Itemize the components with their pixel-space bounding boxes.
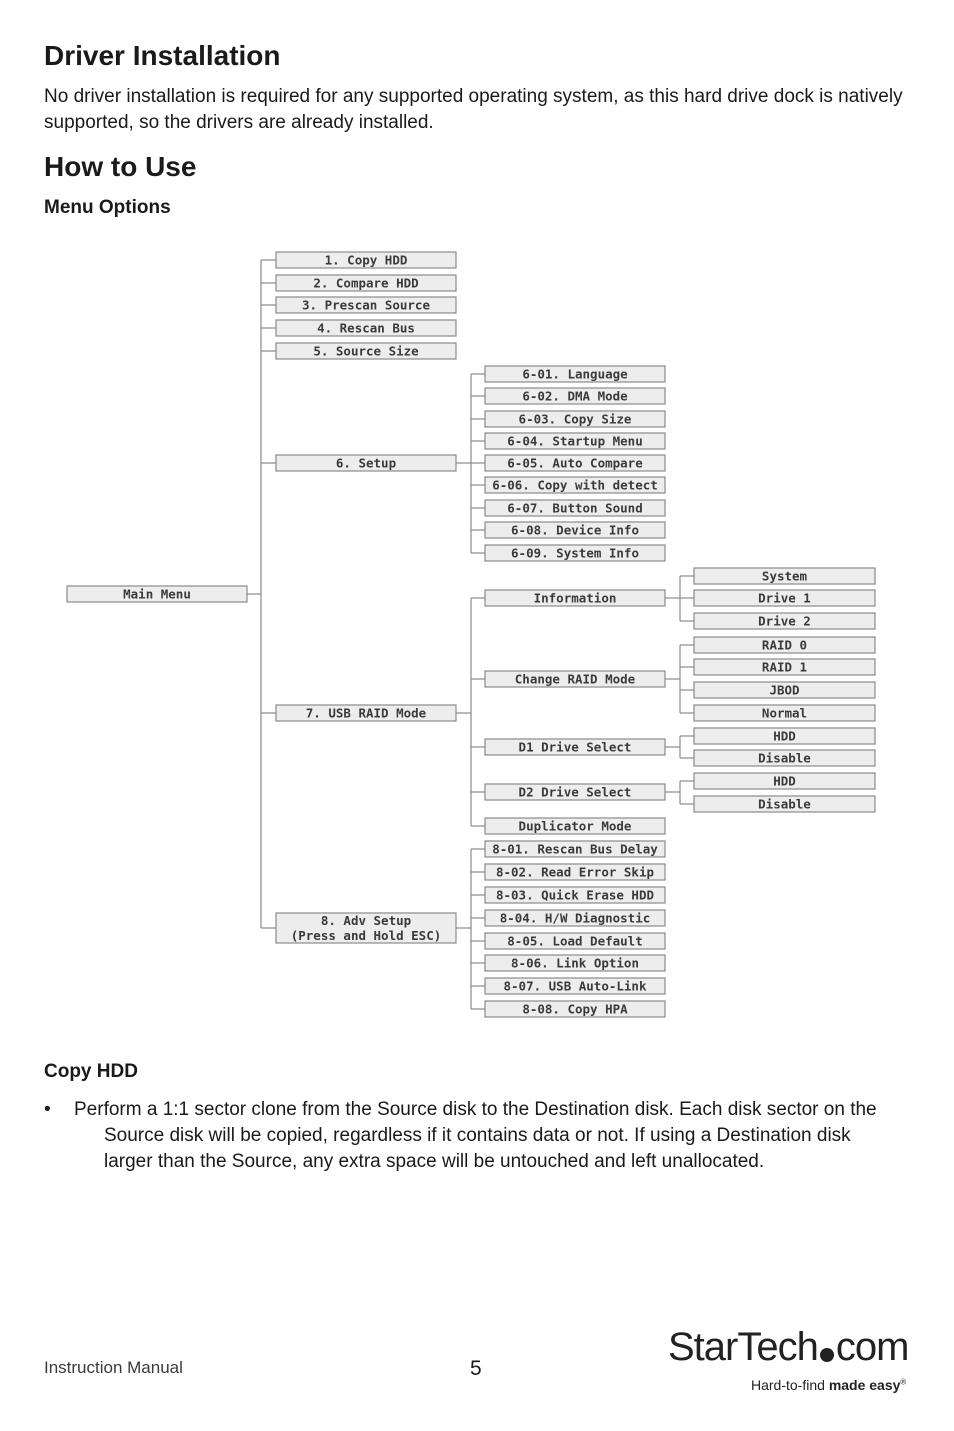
level1-item-6-label: 6. Setup	[335, 455, 397, 471]
main-menu-label: Main Menu	[123, 586, 191, 602]
level1-item-1-label: 1. Copy HDD	[324, 252, 408, 268]
driver-installation-heading: Driver Installation	[44, 40, 281, 71]
level1-item-5-label: 5. Source Size	[313, 343, 419, 359]
driver-installation-text: No driver installation is required for any supported operating system, as this hard drive dock is natively supported, so the drivers are already installed.	[44, 86, 903, 133]
setup-item-1-label: 6-01. Language	[522, 366, 628, 382]
level1-item-8-label: (Press and Hold ESC)	[290, 928, 442, 943]
adv-setup-item-8-label: 8-08. Copy HPA	[522, 1001, 628, 1017]
logo-dot-icon	[820, 1348, 834, 1362]
usb-raid-1-option-2-label: Drive 1	[758, 590, 811, 606]
tagline-registered-mark: ®	[900, 1377, 907, 1387]
adv-setup-item-4-label: 8-04. H/W Diagnostic	[499, 910, 651, 926]
usb-raid-3-option-1-label: HDD	[773, 728, 796, 744]
usb-raid-4-option-1-label: HDD	[773, 773, 796, 789]
setup-item-9-label: 6-09. System Info	[511, 545, 639, 561]
usb-raid-2-option-2-label: RAID 1	[761, 659, 808, 675]
logo-tagline	[751, 1377, 906, 1393]
tagline-plain: Hard-to-find	[751, 1377, 829, 1393]
level1-item-8-label: 8. Adv Setup	[320, 913, 412, 928]
usb-raid-4-option-2-label: Disable	[758, 796, 811, 812]
usb-raid-1-option-1-label: System	[761, 568, 808, 584]
menu-options-heading: Menu Options	[44, 197, 171, 218]
logo-wordmark-right: com	[835, 1325, 909, 1369]
adv-setup-item-6-label: 8-06. Link Option	[511, 955, 639, 971]
setup-item-8-label: 6-08. Device Info	[511, 522, 639, 538]
usb-raid-2-option-4-label: Normal	[761, 705, 808, 721]
usb-raid-item-2-label: Change RAID Mode	[514, 671, 636, 687]
usb-raid-2-option-3-label: JBOD	[769, 682, 800, 698]
footer-manual-label: Instruction Manual	[44, 1358, 183, 1377]
setup-item-4-label: 6-04. Startup Menu	[507, 433, 643, 449]
usb-raid-item-1-label: Information	[533, 590, 617, 606]
adv-setup-item-7-label: 8-07. USB Auto-Link	[503, 978, 647, 994]
level1-item-2-label: 2. Compare HDD	[313, 275, 419, 291]
level1-item-7-label: 7. USB RAID Mode	[305, 705, 427, 721]
logo-wordmark-left: StarTech	[668, 1325, 818, 1369]
copy-hdd-text: Perform a 1:1 sector clone from the Source disk to the Destination disk. Each disk sector on the Source disk will be copied, regardless if it contains data or not. If using a Destination disk larger than the Source, any extra space will be untouched and left unallocated.	[74, 1099, 877, 1172]
setup-item-2-label: 6-02. DMA Mode	[522, 388, 628, 404]
level1-item-4-label: 4. Rescan Bus	[317, 320, 415, 336]
setup-item-6-label: 6-06. Copy with detect	[492, 477, 658, 493]
page-number: 5	[470, 1357, 482, 1380]
adv-setup-item-2-label: 8-02. Read Error Skip	[495, 864, 655, 880]
usb-raid-item-4-label: D2 Drive Select	[518, 784, 632, 800]
usb-raid-item-3-label: D1 Drive Select	[518, 739, 632, 755]
usb-raid-3-option-2-label: Disable	[758, 750, 811, 766]
usb-raid-item-5-label: Duplicator Mode	[518, 818, 632, 834]
tagline-bold: made easy	[828, 1377, 901, 1393]
usb-raid-2-option-1-label: RAID 0	[761, 637, 808, 653]
setup-item-7-label: 6-07. Button Sound	[507, 500, 643, 516]
bullet-marker: •	[44, 1099, 51, 1120]
setup-item-5-label: 6-05. Auto Compare	[507, 455, 643, 471]
adv-setup-item-5-label: 8-05. Load Default	[507, 933, 643, 949]
adv-setup-item-3-label: 8-03. Quick Erase HDD	[495, 887, 655, 903]
setup-item-3-label: 6-03. Copy Size	[518, 411, 632, 427]
startech-logo	[668, 1325, 918, 1400]
adv-setup-item-1-label: 8-01. Rescan Bus Delay	[492, 841, 658, 857]
menu-tree-diagram	[0, 240, 954, 1030]
usb-raid-1-option-3-label: Drive 2	[758, 613, 811, 629]
logo-wordmark	[668, 1325, 908, 1370]
how-to-use-heading: How to Use	[44, 151, 197, 182]
level1-item-3-label: 3. Prescan Source	[302, 297, 430, 313]
copy-hdd-heading: Copy HDD	[44, 1061, 138, 1082]
